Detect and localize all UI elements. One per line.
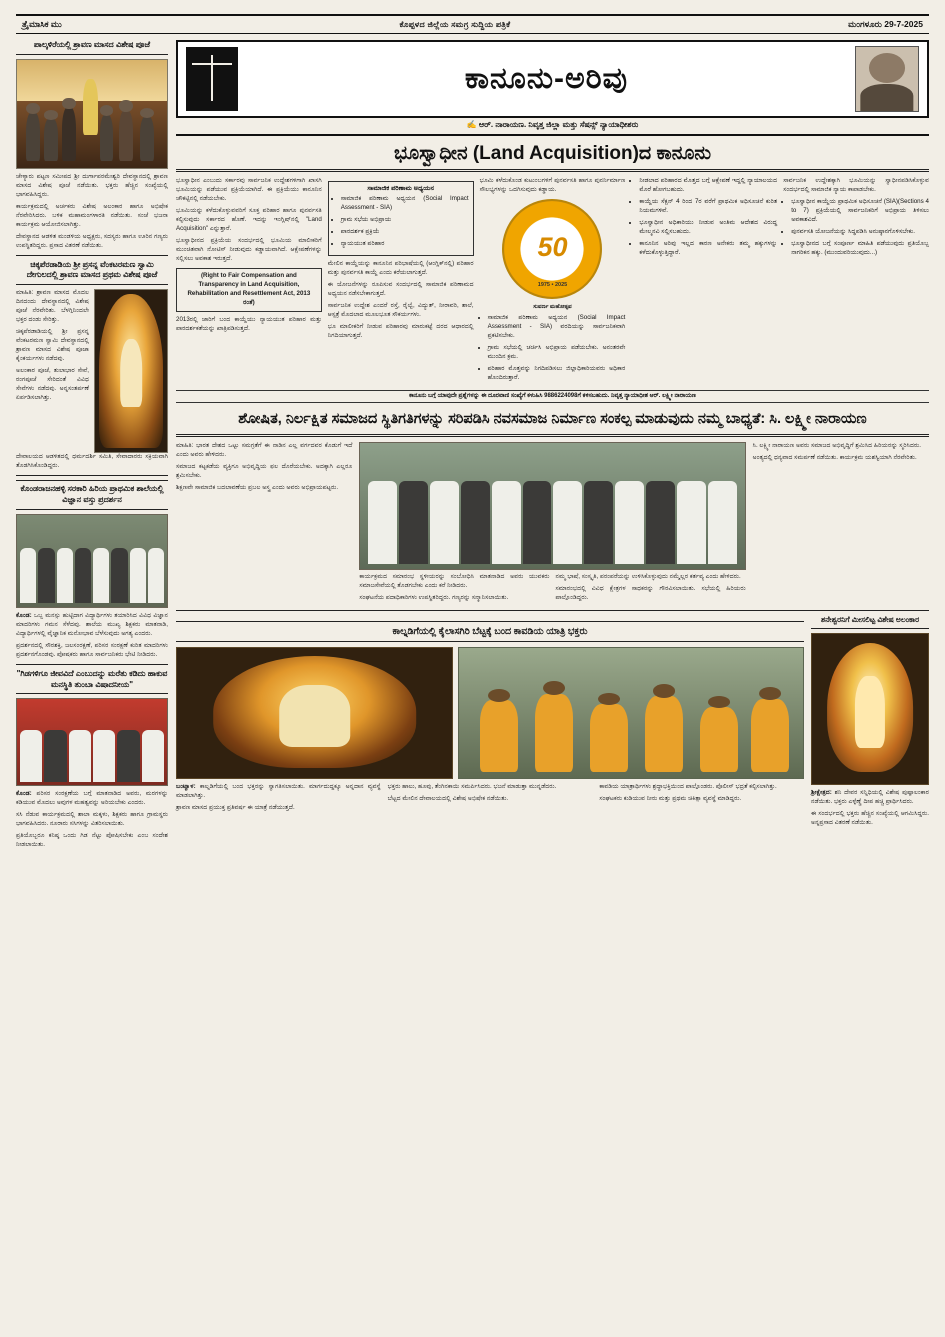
sia-box-title: ಸಾಮಾಜಿಕ ಪರಿಣಾಮ ಅಧ್ಯಯನ (367, 185, 434, 192)
sia-item: • ಗ್ರಾಮ ಸಭೆಯ ಅಭಿಪ್ರಾಯ (341, 216, 469, 225)
bottom-right-story (811, 615, 929, 831)
lead-bullet: • ಭೂಸ್ವಾಧೀನ ಕಾಯ್ದೆಯ ಪ್ರಾಥಮಿಕ ಅಧಿಸೂಚನೆ (SIA)(Sections 4 to 7) ಪ್ರಕ್ರಿಯೆಯಲ್ಲಿ ಸಾರ್ವಜನಿಕರಿಗೆ ಅಭಿಪ್ರಾಯ ತಿಳಿಸಲು ಅವಕಾಶವಿದೆ. (791, 198, 929, 225)
logo-number: 50 (537, 231, 568, 262)
lead-headline: ಭೂಸ್ವಾಧೀನ (Land Acquisition)ದ ಕಾನೂನು (393, 143, 712, 164)
story4-caption-lead: ಕೊಂಡ: (16, 790, 32, 798)
temple-puja-photo (16, 59, 168, 169)
bottom-section (176, 615, 929, 831)
sia-item: • ಪಾರದರ್ಶಕ ಪ್ರಕ್ರಿಯೆ (341, 228, 469, 237)
anniversary-logo-icon (502, 199, 602, 299)
story1-body: ಚೇಳ್ಯಾರು ಪಟ್ಟಣ ಸಮೀಪದ ಶ್ರೀ ದುರ್ಗಾಪರಮೇಶ್ವರಿ ದೇವಸ್ಥಾನದಲ್ಲಿ ಶ್ರಾವಣ ಮಾಸದ ವಿಶೇಷ ಪೂಜೆ ನಡೆಯಿತು. ಭಕ್ತರು ಹೆಚ್ಚಿನ ಸಂಖ್ಯೆಯಲ್ಲಿ ಭಾಗವಹಿಸಿದ್ದರು. ಕಾರ್ಯಕ್ರಮದಲ್ಲಿ ಅರ್ಚಕರು ವಿಶೇಷ ಅಲಂಕಾರ ಹಾಗೂ ಅಭಿಷೇಕ ನೆರವೇರಿಸಿದರು. ಬಳಿಕ ಮಹಾಮಂಗಳಾರತಿ ನಡೆಯಿತು. ಸಂಜೆ ಭಜನಾ ಕಾರ್ಯಕ್ರಮ ಆಯೋಜಿಸಲಾಗಿತ್ತು. ದೇವಸ್ಥಾನದ ಆಡಳಿತ ಮಂಡಳಿಯ ಅಧ್ಯಕ್ಷರು, ಸದಸ್ಯರು ಹಾಗೂ ಊರಿನ ಗಣ್ಯರು ಉಪಸ್ಥಿತರಿದ್ದರು. ಪ್ರಸಾದ ವಿತರಣೆ ನಡೆಯಿತು. (16, 172, 168, 249)
sia-item: • ನ್ಯಾಯಯುತ ಪರಿಹಾರ (341, 240, 469, 249)
lead-col-1: ಭೂಸ್ವಾಧೀನ ಎಂಬುದು ಸರ್ಕಾರವು ಸಾರ್ವಜನಿಕ ಉದ್ದೇಶಗಳಿಗಾಗಿ ಖಾಸಗಿ ಭೂಮಿಯನ್ನು ಪಡೆಯುವ ಪ್ರಕ್ರಿಯೆಯಾಗಿದೆ. ಈ ಪ್ರಕ್ರಿಯೆಯು ಕಾನೂನಿನ ಚೌಕಟ್ಟಿನಲ್ಲಿ ನಡೆಯಬೇಕು. ಭೂಮಿಯನ್ನು ಕಳೆದುಕೊಳ್ಳುವವರಿಗೆ ಸೂಕ್ತ ಪರಿಹಾರ ಹಾಗೂ ಪುನರ್ವಸತಿ ಕಲ್ಪಿಸುವುದು ಸರ್ಕಾರದ ಹೊಣೆ. ಇದನ್ನು ಇಂಗ್ಲಿಷ್‌ನಲ್ಲಿ "Land Acquisition" ಎನ್ನುತ್ತಾರೆ. ಭೂಸ್ವಾಧೀನದ ಪ್ರಕ್ರಿಯೆಯ ಸಂದರ್ಭದಲ್ಲಿ ಭೂಮಿಯ ಮಾಲೀಕರಿಗೆ ಮುಂಚಿತವಾಗಿ ನೋಟಿಸ್ ನೀಡುವುದು ಕಡ್ಡಾಯವಾಗಿದೆ. ಆಕ್ಷೇಪಣೆಗಳನ್ನು ಸಲ್ಲಿಸಲು ಅವಕಾಶ ಇರುತ್ತದೆ. (Right to Fair Compensation and Transparency in Land Acquisition, Rehabilitation and Resettlement Act, 2013 ರಂತೆ) 2013ರಲ್ಲಿ ಜಾರಿಗೆ ಬಂದ ಕಾಯ್ದೆಯು ನ್ಯಾಯಯುತ ಪರಿಹಾರ ಮತ್ತು ಪಾರದರ್ಶಕತೆಯನ್ನು ಖಾತ್ರಿಪಡಿಸುತ್ತದೆ. (176, 177, 322, 332)
story1-headline: ಪಾಲ್ಕಳಿರೆಯಲ್ಲಿ ಶ್ರಾವಣ ಮಾಸದ ವಿಶೇಷ ಪೂಜೆ (16, 40, 168, 55)
right-story-headline: ಶನೇಶ್ವರನಿಗೆ ಮೀಸಲಿಟ್ಟ ವಿಶೇಷ ಅಲಂಕಾರ (811, 615, 929, 629)
logo-caption: ಸುವರ್ಣ ಮಹೋತ್ಸವ (533, 303, 572, 310)
left-column (16, 40, 168, 853)
scales-of-justice-icon (186, 47, 238, 111)
lead-col-4 (631, 177, 777, 386)
lead-bullet: • ಪರಿಹಾರ ಮೊತ್ತವನ್ನು ನಿಗದಿಪಡಿಸಲು ಜಿಲ್ಲಾಧಿಕಾರಿಯವರು ಅಧಿಕಾರ ಹೊಂದಿರುತ್ತಾರೆ. (488, 365, 626, 383)
shrine-floral-decoration-photo (811, 633, 929, 785)
lead-bullet: • ಭೂಸ್ವಾಧೀನ ಅಧಿಕಾರಿಯು ನೀಡುವ ಅಂತಿಮ ಆದೇಶದ ವಿರುದ್ಧ ಮೇಲ್ಮನವಿ ಸಲ್ಲಿಸಬಹುದು. (639, 219, 777, 237)
right-story-caption-lead: ಶ್ರೀಕ್ಷೇತ್ರದ: (811, 789, 832, 797)
lead-bullet: • ಕಾಯ್ದೆಯ ಸೆಕ್ಷನ್ 4 ರಿಂದ 7ರ ವರೆಗೆ ಪ್ರಾಥಮಿಕ ಅಧಿಸೂಚನೆ ಕುರಿತ ನಿಯಮಗಳಿವೆ. (639, 198, 777, 216)
lead-col-5: ಸಾರ್ವಜನಿಕ ಉದ್ದೇಶಕ್ಕಾಗಿ ಭೂಮಿಯನ್ನು ಸ್ವಾಧೀನಪಡಿಸಿಕೊಳ್ಳುವ ಸಂದರ್ಭದಲ್ಲಿ ಸಾಮಾಜಿಕ ನ್ಯಾಯ ಕಾಪಾಡಬೇಕು. • ಭೂಸ್ವಾಧೀನ ಕಾಯ್ದೆಯ ಪ್ರಾಥಮಿಕ ಅಧಿಸೂಚನೆ (SIA)(Sections 4 to 7) ಪ್ರಕ್ರಿಯೆಯಲ್ಲಿ ಸಾರ್ವಜನಿಕರಿಗೆ ಅಭಿಪ್ರಾಯ ತಿಳಿಸಲು ಅವಕಾಶವಿದೆ. • ಪುನರ್ವಸತಿ ಯೋಜನೆಯನ್ನು ಸಿದ್ಧಪಡಿಸಿ ಅನುಷ್ಠಾನಗೊಳಿಸಬೇಕು. • ಭೂಸ್ವಾಧೀನದ ಬಗ್ಗೆ ಸಂಪೂರ್ಣ ಮಾಹಿತಿ ಪಡೆಯುವುದು ಪ್ರತಿಯೊಬ್ಬ ನಾಗರಿಕನ ಹಕ್ಕು. (ಮುಂದುವರಿಯುವುದು...) (783, 177, 929, 386)
bottom-col-1: ಬಂಟ್ವಾಳ: ಕಾಲ್ನಡಿಗೆಯಲ್ಲಿ ಬಂದ ಭಕ್ತರನ್ನು ಸ್ವಾಗತಿಸಲಾಯಿತು. ಮಾರ್ಗದುದ್ದಕ್ಕೂ ಅನ್ನದಾನ ವ್ಯವಸ್ಥೆ ಮಾಡಲಾಗಿತ್ತು. ಶ್ರಾವಣ ಮಾಸದ ಪ್ರಯುಕ್ತ ಪ್ರತಿವರ್ಷ ಈ ಯಾತ್ರೆ ನಡೆಯುತ್ತದೆ. (176, 783, 381, 812)
act-note-box (176, 268, 322, 312)
sia-item: • ಸಾಮಾಜಿಕ ಪರಿಣಾಮ ಅಧ್ಯಯನ (Social Impact Assessment - SIA) (341, 195, 469, 213)
lead-bullet: • ಕಾನೂನಿನ ಅರಿವು ಇಲ್ಲದ ಕಾರಣ ಅನೇಕರು ತಮ್ಮ ಹಕ್ಕುಗಳನ್ನು ಕಳೆದುಕೊಳ್ಳುತ್ತಿದ್ದಾರೆ. (639, 240, 777, 258)
lead-article-credit: ಕಾನೂನು ಬಗ್ಗೆ ಯಾವುದೇ ಪ್ರಶ್ನೆಗಳನ್ನು ಈ ದೂರವಾಣಿ ಸಂಖ್ಯೆಗೆ ಕಳುಹಿಸಿ 9886224098ಗೆ ಕಳಿಸಬಹುದು. ನಿವೃತ್ತ ನ್ಯಾಯಾಧೀಶ ಆರ್. ಲಕ್ಷ್ಮೀ ನಾರಾಯಣ (176, 390, 929, 403)
story4-headline: "ಗಿಡಗಳಿಗೂ ಜೀವವಿದೆ ಎಂಬುದನ್ನು ಮರೆತು ಕಡಿದು ಹಾಕುವ ಮನಸ್ಥಿತಿ ತುಂಬಾ ವಿಷಾದನೀಯ" (16, 669, 168, 695)
masthead-banner (176, 40, 929, 118)
lead-bullet: • ನೀಡಲಾದ ಪರಿಹಾರದ ಮೊತ್ತದ ಬಗ್ಗೆ ಆಕ್ಷೇಪಣೆ ಇದ್ದಲ್ಲಿ ನ್ಯಾಯಾಲಯದ ಮೊರೆ ಹೋಗಬಹುದು. (639, 177, 777, 195)
page-body (16, 40, 929, 853)
topbar-right: ಮಂಗಳೂರು 29-7-2025 (848, 19, 923, 29)
page-topbar (16, 14, 929, 34)
bottom-col-3: ಕಾವಡಿಯ ಯಾತ್ರಾರ್ಥಿಗಳು ಶ್ರದ್ಧಾಭಕ್ತಿಯಿಂದ ಪಾಲ್ಗೊಂಡರು. ಪೊಲೀಸ್ ಭದ್ರತೆ ಕಲ್ಪಿಸಲಾಗಿತ್ತು. ಸಂಘಟಕರು ಕುಡಿಯುವ ನೀರು ಮತ್ತು ಪ್ರಥಮ ಚಿಕಿತ್ಸಾ ವ್ಯವಸ್ಥೆ ಮಾಡಿದ್ದರು. (599, 783, 777, 803)
lead-col-2: ಸಾಮಾಜಿಕ ಪರಿಣಾಮ ಅಧ್ಯಯನ • ಸಾಮಾಜಿಕ ಪರಿಣಾಮ ಅಧ್ಯಯನ (Social Impact Assessment - SIA) • ಗ್ರಾಮ ಸಭೆಯ ಅಭಿಪ್ರಾಯ • ಪಾರದರ್ಶಕ ಪ್ರಕ್ರಿಯೆ • ನ್ಯಾಯಯುತ ಪರಿಹಾರ ಮೇಲಿನ ಕಾಯ್ದೆಯನ್ನು ಕಾನೂನಿನ ಪರಿಭಾಷೆಯಲ್ಲಿ (ಆಂಗ್ಲಿಕ್‌ನಲ್ಲಿ) ಪರಿಹಾರ ಮತ್ತು ಪುನರ್ವಸತಿ ಕಾಯ್ದೆ ಎಂದು ಕರೆಯಲಾಗುತ್ತದೆ. ಈ ಯೋಜನೆಗಳನ್ನು ರೂಪಿಸುವ ಸಂದರ್ಭದಲ್ಲಿ ಸಾಮಾಜಿಕ ಪರಿಣಾಮದ ಅಧ್ಯಯನ ನಡೆಸಬೇಕಾಗುತ್ತದೆ. ಸಾರ್ವಜನಿಕ ಉದ್ದೇಶ ಎಂದರೆ ರಸ್ತೆ, ರೈಲ್ವೆ, ವಿದ್ಯುತ್, ನೀರಾವರಿ, ಶಾಲೆ, ಆಸ್ಪತ್ರೆ ಮೊದಲಾದ ಮೂಲಭೂತ ಸೌಕರ್ಯಗಳು. ಭೂ ಮಾಲೀಕರಿಗೆ ನೀಡುವ ಪರಿಹಾರವು ಮಾರುಕಟ್ಟೆ ದರದ ಆಧಾರದಲ್ಲಿ ನಿಗದಿಯಾಗುತ್ತದೆ. (328, 177, 474, 386)
deity-decorated-photo (94, 289, 168, 453)
kavadi-shrine-photo (176, 647, 453, 779)
topbar-center: ಕೊಪ್ಪಳದ ಜಿಲ್ಲೆಯ ಸಮಗ್ರ ಸುದ್ದಿಯ ಪತ್ರಿಕೆ (399, 19, 511, 29)
school-science-exhibition-photo (16, 514, 168, 608)
feature-headline: ಶೋಷಿತ, ನಿರ್ಲಕ್ಷಿತ ಸಮಾಜದ ಸ್ಥಿತಿಗತಿಗಳನ್ನು ಸರಿಪಡಿಸಿ ನವಸಮಾಜ ನಿರ್ಮಾಣ ಸಂಕಲ್ಪ ಮಾಡುವುದು ನಮ್ಮ ಬಾಧ್ಯತೆ: ಸಿ. ಲಕ್ಷ್ಮೀ ನಾರಾಯಣ (238, 410, 867, 427)
story3-caption-lead: ಕೊಂಡ: (16, 611, 32, 619)
bottom-col-2: ಭಕ್ತರು ಹಾಲು, ಹೂವು, ತೆಂಗಿನಕಾಯಿ ಸಮರ್ಪಿಸಿದರು. ಭಜನೆ ಮಾಡುತ್ತಾ ಮುನ್ನಡೆದರು. ಬೆಟ್ಟದ ಮೇಲಿನ ದೇವಾಲಯದಲ್ಲಿ ವಿಶೇಷ ಅಭಿಷೇಕ ನಡೆಯಿತು. (387, 783, 557, 803)
masthead-title: ಕಾನೂನು-ಅರಿವು (464, 62, 629, 95)
editor-portrait (855, 46, 919, 112)
center-column (176, 40, 929, 853)
sia-inset-box (328, 181, 474, 256)
lead-bullet: • ಗ್ರಾಮ ಸಭೆಯಲ್ಲಿ ಚರ್ಚಿಸಿ ಅಭಿಪ್ರಾಯ ಪಡೆಯಬೇಕು. ಅನಂತರವೇ ಮುಂದಿನ ಕ್ರಮ. (488, 344, 626, 362)
lead-bullet: • ಸಾಮಾಜಿಕ ಪರಿಣಾಮ ಅಧ್ಯಯನ (Social Impact Assessment - SIA) ವರದಿಯನ್ನು ಸಾರ್ವಜನಿಕವಾಗಿ ಪ್ರಕಟಿಸಬೇಕು. (488, 314, 626, 341)
story2-body-rest: ದೇವಾಲಯದ ಆಡಳಿತದಲ್ಲಿ ಧರ್ಮದರ್ಶಿ ಸಮಿತಿ, ಸೇವಾದಾರರು ಸಕ್ರಿಯವಾಗಿ ತೊಡಗಿಸಿಕೊಂಡಿದ್ದರು. (16, 453, 168, 470)
topbar-left: ತ್ರೈಮಾಸಿಕ ಮು (22, 19, 62, 29)
story2-body-left: ಮಾಹಿತಿ: ಶ್ರಾವಣ ಮಾಸದ ಮೊದಲ ದಿನದಂದು ದೇವಸ್ಥಾನದಲ್ಲಿ ವಿಶೇಷ ಪೂಜೆ ನೆರವೇರಿತು. ಬೆಳಗ್ಗಿನಿಂದಲೇ ಭಕ್ತರ ದಂಡು ಸೇರಿತ್ತು. ಚಿಕ್ಕಪೆರಡಾಡಿಯಲ್ಲಿ ಶ್ರೀ ಪ್ರಸನ್ನ ವೆಂಕಟರಮಣ ಸ್ವಾಮಿ ದೇವಸ್ಥಾನದಲ್ಲಿ ಶ್ರಾವಣ ಮಾಸದ ವಿಶೇಷ ಪೂಜಾ ಕೈಂಕರ್ಯಗಳು ನಡೆದವು. ಅಲಂಕಾರ ಪೂಜೆ, ತುಲಾಭಾರ ಸೇವೆ, ರಂಗಪೂಜೆ ಸೇರಿದಂತೆ ವಿವಿಧ ಸೇವೆಗಳು ನಡೆದವು. ಅನ್ನಸಂತರ್ಪಣೆ ಏರ್ಪಡಿಸಲಾಗಿತ್ತು. (16, 289, 89, 402)
feature-block: ಮಾಹಿತಿ: ಭಾರತ ದೇಶದ ಒಟ್ಟು ಸಮಗ್ರತೆಗೆ ಈ ನಾಡಿನ ಎಲ್ಲ ವರ್ಗದವರ ಕೊಡುಗೆ ಇದೆ ಎಂದು ಅವರು ಹೇಳಿದರು. ಸಮಾಜದ ಕಟ್ಟಕಡೆಯ ವ್ಯಕ್ತಿಗೂ ಅಭಿವೃದ್ಧಿಯ ಫಲ ದೊರೆಯಬೇಕು. ಅದಕ್ಕಾಗಿ ಎಲ್ಲರೂ ಶ್ರಮಿಸಬೇಕು. ಶಿಕ್ಷಣವೇ ಸಾಮಾಜಿಕ ಬದಲಾವಣೆಯ ಪ್ರಬಲ ಅಸ್ತ್ರ ಎಂದು ಅವರು ಅಭಿಪ್ರಾಯಪಟ್ಟರು. ಕಾರ್ಯಕ್ರಮದ ಸಮಾರಂಭ ಸ್ಥಳೀಯರನ್ನು ಸಂಬೋಧಿಸಿ ಮಾತನಾಡಿದ ಅವರು ಯುವಕರು ಸಮಾಜಸೇವೆಯಲ್ಲಿ ತೊಡಗಬೇಕು ಎಂದು ಕರೆ ನೀಡಿದರು. ಸಂಘಟನೆಯ ಪದಾಧಿಕಾರಿಗಳು ಉಪಸ್ಥಿತರಿದ್ದರು. ಗಣ್ಯರನ್ನು ಸನ್ಮಾನಿಸಲಾಯಿತು. ನಮ್ಮ ಭಾಷೆ, ಸಂಸ್ಕೃತಿ, ಪರಂಪರೆಯನ್ನು ಉಳಿಸಿಕೊಳ್ಳುವುದು ನಮ್ಮೆಲ್ಲರ ಕರ್ತವ್ಯ ಎಂದು ಹೇಳಿದರು. ಸಮಾರಂಭದಲ್ಲಿ ವಿವಿಧ ಕ್ಷೇತ್ರಗಳ ಸಾಧಕರನ್ನು ಗೌರವಿಸಲಾಯಿತು. ಸಭೆಯಲ್ಲಿ ಹಿರಿಯರು ಪಾಲ್ಗೊಂಡಿದ್ದರು. ಸಿ. ಲಕ್ಷ್ಮೀ ನಾರಾಯಣ ಅವರು ಸಮಾಜದ ಅಭಿವೃದ್ಧಿಗೆ ಶ್ರಮಿಸಿದ ಹಿರಿಯರನ್ನು ಸ್ಮರಿಸಿದರು. ಅಂತ್ಯದಲ್ಲಿ ಧನ್ಯವಾದ ಸಮರ್ಪಣೆ ನಡೆಯಿತು. ಕಾರ್ಯಕ್ರಮ ಯಶಸ್ವಿಯಾಗಿ ನೆರವೇರಿತು. (176, 441, 921, 601)
story2-headline: ಚಿಕ್ಕಪೆರಡಾಡಿಯ ಶ್ರೀ ಪ್ರಸನ್ನ ವೆಂಕಟರಮಣ ಸ್ವಾಮಿ ದೇಗುಲದಲ್ಲಿ ಶ್ರಾವಣ ಮಾಸದ ಪ್ರಥಮ ವಿಶೇಷ ಪೂಜೆ (16, 260, 168, 286)
story3-body: ಕೊಂಡ: ಒಬ್ಬ ಮನಸ್ಸು ಹುಟ್ಟಿದಾಗ ವಿದ್ಯಾರ್ಥಿಗಳು ತಯಾರಿಸಿದ ವಿವಿಧ ವಿಜ್ಞಾನ ಮಾದರಿಗಳು ಗಮನ ಸೆಳೆದವು. ಶಾಲೆಯ ಮುಖ್ಯ ಶಿಕ್ಷಕರು ಮಾತನಾಡಿ, ವಿದ್ಯಾರ್ಥಿಗಳಲ್ಲಿ ವೈಜ್ಞಾನಿಕ ಮನೋಭಾವ ಬೆಳೆಸುವುದು ಅಗತ್ಯ ಎಂದರು. ಪ್ರದರ್ಶನದಲ್ಲಿ ಸೌರಶಕ್ತಿ, ಜಲಸಂರಕ್ಷಣೆ, ಪರಿಸರ ಸಂರಕ್ಷಣೆ ಕುರಿತ ಮಾದರಿಗಳು ಪ್ರದರ್ಶನಗೊಂಡವು. ಪೋಷಕರು ಹಾಗೂ ಸಾರ್ವಜನಿಕರು ಭೇಟಿ ನೀಡಿದರು. (16, 611, 168, 658)
bottom-headline: ಕಾಲ್ನಡಿಗೆಯಲ್ಲಿ ಕೈಲಾಸಗಿರಿ ಬೆಟ್ಟಕ್ಕೆ ಬಂದ ಕಾವಡಿಯ ಯಾತ್ರಿ ಭಕ್ತರು (176, 621, 804, 642)
act-note: (Right to Fair Compensation and Transparency in Land Acquisition, Rehabilitation and Resettlement Act, 2013 ರಂತೆ) (187, 271, 311, 306)
story3-headline: ಕೊಂಡರಾಜನಹಳ್ಳಿ ಸರಕಾರಿ ಹಿರಿಯ ಪ್ರಾಥಮಿಕ ಶಾಲೆಯಲ್ಲಿ ವಿಜ್ಞಾನ ವಸ್ತು ಪ್ರದರ್ಶನ (16, 480, 168, 510)
sapling-distribution-photo (16, 698, 168, 786)
lead-bullet: • ಭೂಸ್ವಾಧೀನದ ಬಗ್ಗೆ ಸಂಪೂರ್ಣ ಮಾಹಿತಿ ಪಡೆಯುವುದು ಪ್ರತಿಯೊಬ್ಬ ನಾಗರಿಕನ ಹಕ್ಕು. (ಮುಂದುವರಿಯುವುದು...) (791, 240, 929, 258)
story4-body: ಕೊಂಡ: ಪರಿಸರ ಸಂರಕ್ಷಣೆಯ ಬಗ್ಗೆ ಮಾತನಾಡಿದ ಅವರು, ಮರಗಳನ್ನು ಕಡಿಯುವ ಮೊದಲು ಅವುಗಳ ಮಹತ್ವವನ್ನು ಅರಿಯಬೇಕು ಎಂದರು. ಸಸಿ ನೆಡುವ ಕಾರ್ಯಕ್ರಮದಲ್ಲಿ ಶಾಲಾ ಮಕ್ಕಳು, ಶಿಕ್ಷಕರು ಹಾಗೂ ಗ್ರಾಮಸ್ಥರು ಭಾಗವಹಿಸಿದರು. ನೂರಾರು ಸಸಿಗಳನ್ನು ವಿತರಿಸಲಾಯಿತು. ಪ್ರತಿಯೊಬ್ಬರೂ ಕನಿಷ್ಠ ಒಂದು ಗಿಡ ನೆಟ್ಟು ಪೋಷಿಸಬೇಕು ಎಂಬ ಸಂದೇಶ ನೀಡಲಾಯಿತು. (16, 790, 168, 849)
masthead-subline: ✍ ಆರ್. ನಾರಾಯಣ. ನಿವೃತ್ತ ಜಿಲ್ಲಾ ಮತ್ತು ಸೆಷನ್ಸ್ ನ್ಯಾಯಾಧೀಶರು (176, 118, 929, 136)
lead-col-3: ಭೂಮಿ ಕಳೆದುಕೊಂಡ ಕುಟುಂಬಗಳಿಗೆ ಪುನರ್ವಸತಿ ಹಾಗೂ ಪುನರ್ನಿರ್ಮಾಣ ಸೌಲಭ್ಯಗಳನ್ನು ಒದಗಿಸುವುದು ಕಡ್ಡಾಯ. 50 1975 • 2025 ಸುವರ್ಣ ಮಹೋತ್ಸವ • ಸಾಮಾಜಿಕ ಪರಿಣಾಮ ಅಧ್ಯಯನ (Social Impact Assessment - SIA) ವರದಿಯನ್ನು ಸಾರ್ವಜನಿಕವಾಗಿ ಪ್ರಕಟಿಸಬೇಕು. • ಗ್ರಾಮ ಸಭೆಯಲ್ಲಿ ಚರ್ಚಿಸಿ ಅಭಿಪ್ರಾಯ ಪಡೆಯಬೇಕು. ಅನಂತರವೇ ಮುಂದಿನ ಕ್ರಮ. • ಪರಿಹಾರ ಮೊತ್ತವನ್ನು ನಿಗದಿಪಡಿಸಲು ಜಿಲ್ಲಾಧಿಕಾರಿಯವರು ಅಧಿಕಾರ ಹೊಂದಿರುತ್ತಾರೆ. (480, 177, 626, 386)
group-felicitation-photo (359, 442, 745, 570)
right-story-body: ಶ್ರೀಕ್ಷೇತ್ರದ: ಶನಿ ದೇವರ ಸನ್ನಿಧಿಯಲ್ಲಿ ವಿಶೇಷ ಪುಷ್ಪಾಲಂಕಾರ ನಡೆಯಿತು. ಭಕ್ತರು ಎಳ್ಳೆಣ್ಣೆ ದೀಪ ಹಚ್ಚಿ ಪ್ರಾರ್ಥಿಸಿದರು. ಈ ಸಂದರ್ಭದಲ್ಲಿ ಭಕ್ತರು ಹೆಚ್ಚಿನ ಸಂಖ್ಯೆಯಲ್ಲಿ ಆಗಮಿಸಿದ್ದರು. ಅನ್ನಪ್ರಸಾದ ವಿತರಣೆ ನಡೆಯಿತು. (811, 789, 929, 827)
lead-article-columns (176, 177, 929, 386)
kavadi-procession-photo (458, 647, 804, 779)
bottom-caption-lead: ಬಂಟ್ವಾಳ: (176, 783, 196, 791)
lead-bullet: • ಪುನರ್ವಸತಿ ಯೋಜನೆಯನ್ನು ಸಿದ್ಧಪಡಿಸಿ ಅನುಷ್ಠಾನಗೊಳಿಸಬೇಕು. (791, 228, 929, 237)
logo-years: 1975 • 2025 (537, 281, 568, 288)
